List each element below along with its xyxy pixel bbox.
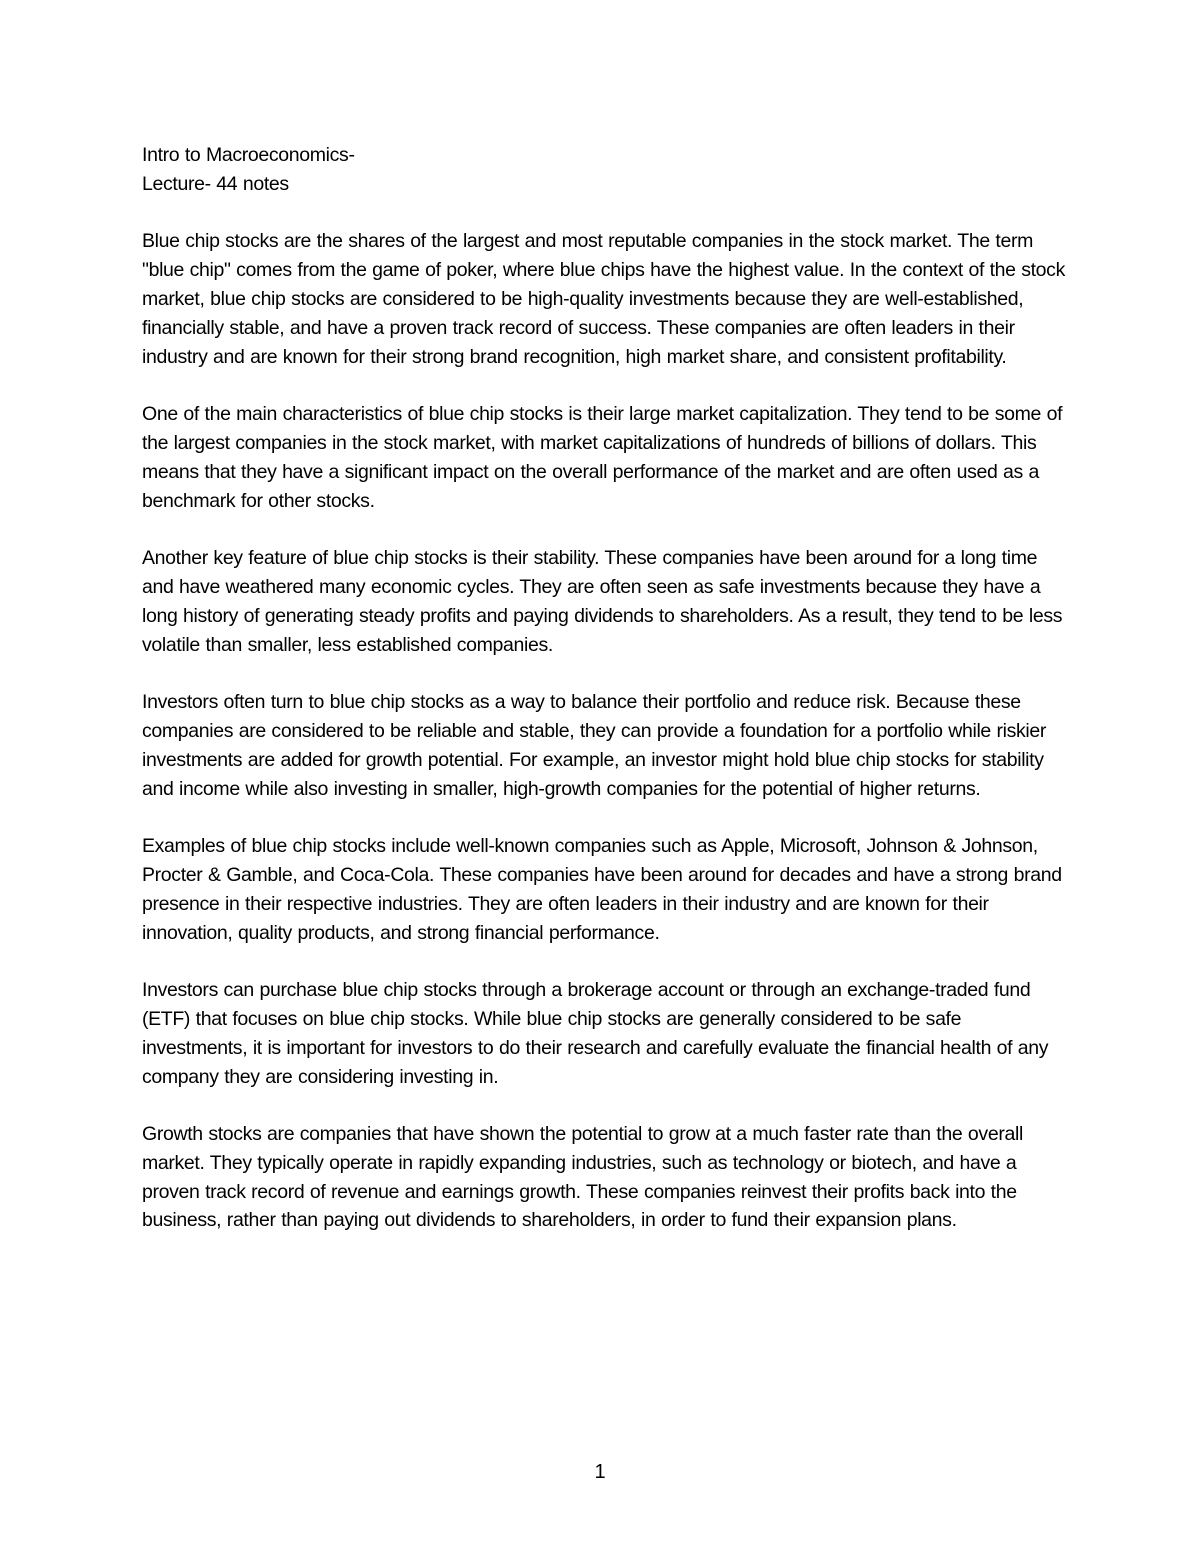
document-header xyxy=(142,141,1067,199)
document-body xyxy=(142,141,1067,1264)
lecture-subtitle: Lecture- 44 notes xyxy=(142,172,289,195)
paragraph-growth-stocks: Growth stocks are companies that have shown the potential to grow at a much faster rate than the overall market. They typically operate in rapidly expanding industries, such as technology or biotech, and have a proven track record of revenue and earnings growth. These companies reinvest their profits back into the business, rather than paying out dividends to shareholders, in order to fund their expansion plans. xyxy=(142,1123,1023,1232)
paragraph-examples: Examples of blue chip stocks include well-known companies such as Apple, Microsoft, Johnson & Johnson, Procter & Gamble, and Coca-Cola. These companies have been around for decades and have a strong brand presence in their respective industries. They are often leaders in their industry and are known for their innovation, quality products, and strong financial performance. xyxy=(142,835,1062,944)
course-title: Intro to Macroeconomics- xyxy=(142,144,355,166)
paragraph-blue-chip-definition: Blue chip stocks are the shares of the largest and most reputable companies in the stock market. The term "blue chip" comes from the game of poker, where blue chips have the highest value. In the context of the stock market, blue chip stocks are considered to be high-quality investments because they are well-established, financially stable, and have a proven track record of success. These companies are often leaders in their industry and are known for their strong brand recognition, high market share, and consistent profitability. xyxy=(142,230,1065,368)
paragraph-market-capitalization: One of the main characteristics of blue chip stocks is their large market capitalization. They tend to be some of the largest companies in the stock market, with market capitalizations of hundreds of billions of dollars. This means that they have a significant impact on the overall performance of the market and are often used as a benchmark for other stocks. xyxy=(142,403,1063,512)
paragraph-stability: Another key feature of blue chip stocks is their stability. These companies have been around for a long time and have weathered many economic cycles. They are often seen as safe investments because they have a long history of generating steady profits and paying dividends to shareholders. As a result, they tend to be less volatile than smaller, less established companies. xyxy=(142,547,1063,656)
paragraph-purchasing: Investors can purchase blue chip stocks through a brokerage account or through an exchange-traded fund (ETF) that focuses on blue chip stocks. While blue chip stocks are generally considered to be safe investments, it is important for investors to do their research and carefully evaluate the financial health of any company they are considering investing in. xyxy=(142,979,1049,1088)
page-number: 1 xyxy=(594,1461,606,1483)
paragraph-portfolio-balance: Investors often turn to blue chip stocks as a way to balance their portfolio and reduce risk. Because these companies are considered to be reliable and stable, they can provide a foundation for a portfolio while riskier investments are added for growth potential. For example, an investor might hold blue chip stocks for stability and income while also investing in smaller, high-growth companies for the potential of higher returns. xyxy=(142,691,1047,800)
